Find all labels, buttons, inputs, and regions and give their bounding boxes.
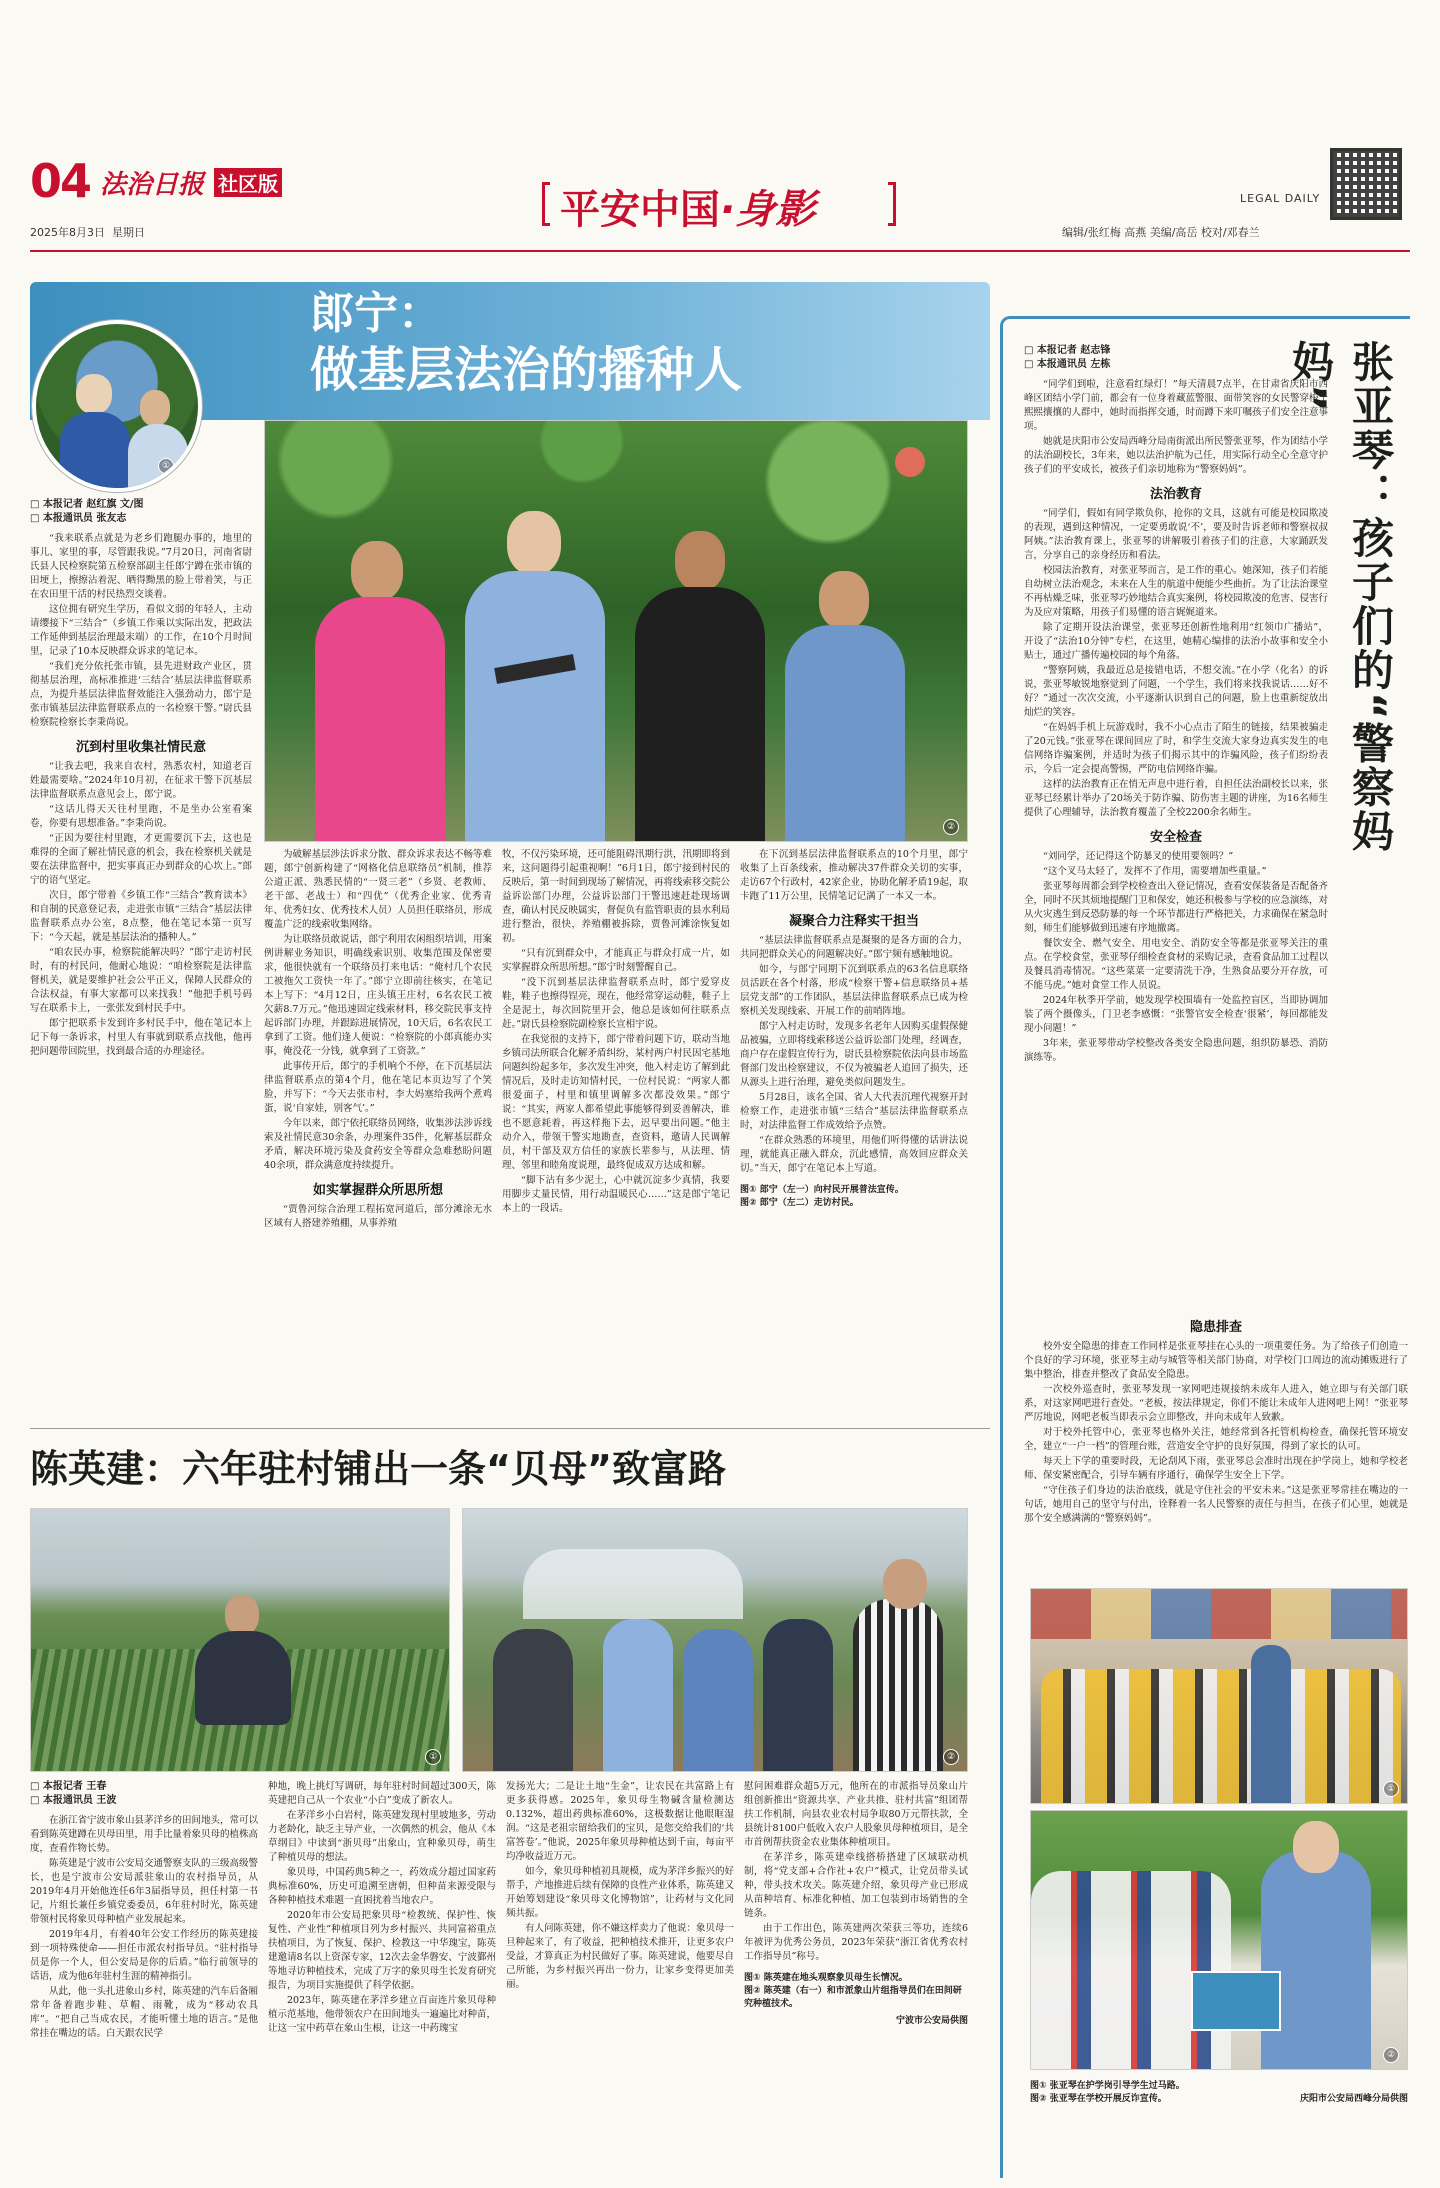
person-man-black <box>635 531 765 842</box>
photo-index-2: ② <box>943 1749 959 1765</box>
paragraph: “警察阿姨，我最近总是接错电话，不想交流。”在小学（化名）的诉说，张亚琴敏锐地察觉到了问题，一个学生，我们将来找我说话……好不好？”通过一次次交流，小平逐渐认识到自己的问题，脸上也重新绽放出灿烂的笑容。 <box>1024 665 1328 718</box>
article1-lead <box>30 532 252 730</box>
paragraph: “只有沉到群众中，才能真正与群众打成一片，如实掌握群众所思所想。”郎宁时刻警醒自己。 <box>502 948 730 973</box>
column-name: 平安中国 <box>560 187 720 233</box>
shop-signs <box>1031 1589 1408 1639</box>
qr-code <box>1330 148 1402 220</box>
paragraph: “脚下沾有多少泥土，心中就沉淀多少真情，我要用脚步丈量民情，用行动温暖民心……”这是郎宁笔记本上的一段话。 <box>502 1175 730 1214</box>
police-woman <box>1261 1851 1371 2070</box>
paragraph: 从此，他一头扎进象山乡村，陈英建的汽车后备厢常年备着跑步鞋、草帽、雨靴，成为“移动农具库”。“把自己当成农民，才能听懂土地的语言。”是他常挂在嘴边的话。白天跟农民学 <box>30 1986 258 2039</box>
police-face <box>1293 1821 1339 1873</box>
person-woman-pink <box>315 541 445 842</box>
section-tag: 社区版 <box>214 168 282 197</box>
paragraph: “刘同学，还记得这个防暴叉的使用要领吗？” <box>1043 851 1234 862</box>
article1-portrait-photo <box>32 320 202 492</box>
paragraph: 一次校外巡查时，张亚琴发现一家网吧违规接纳未成年人进入，她立即与有关部门联系，对这家网吧进行查处。“老板，按法律规定，你们不能让未成年人进网吧上网！”张亚琴严厉地说，网吧老板当即表示会立即整改，并向未成年人致歉。 <box>1024 1384 1408 1423</box>
article3-subhead-2: 安全检查 <box>1149 830 1202 845</box>
paragraph: 校外安全隐患的排查工作同样是张亚琴挂在心头的一项重要任务。为了给孩子们创造一个良好的学习环境，张亚琴主动与城管等相关部门协商，对学校门口周边的流动摊贩进行了集中整治，排查并整改了食品安全隐患。 <box>1024 1341 1408 1380</box>
paragraph: 陈英建是宁波市公安局交通警察支队的三级高级警长，也是宁波市公安局派驻象山的农村指导员，从2019年4月开始他连任6年3届指导员，担任村第一书记，片组长兼任乡镇党委委员，6年驻村时光，陈英建带领村民将象贝母种植产业发展起来。 <box>30 1858 258 1925</box>
photo-index-1: ① <box>1383 1781 1399 1797</box>
paragraph: 种地，晚上挑灯写调研，每年驻村时间超过300天，陈英建把自己从一个农业“小白”变成了新农人。 <box>268 1781 496 1806</box>
paragraph: 对于校外托管中心，张亚琴也格外关注，她经常到各托管机构检查，确保托管环境安全，建立“一户一档”的管理台账，营造安全守护的良好氛围，得到了家长的认可。 <box>1024 1427 1408 1452</box>
photo-credit: 宁波市公安局供图 <box>895 2016 968 2026</box>
paragraph: 在茅洋乡小白岩村，陈英建发现村里坡地多，劳动力老龄化，缺乏主导产业，一次偶然的机会，他从《本草纲目》中读到“浙贝母”出象山，宜种象贝母，萌生了种植贝母的想法。 <box>268 1810 496 1863</box>
children-group <box>1041 1669 1401 1804</box>
paragraph: “咱农民办事，检察院能解决吗？”郎宁走访村民时，有的村民问，他耐心地说：“咱检察院是法律监督机关，就是要维护社会公平正义，保障人民群众的合法权益，有事大家都可以来找我！”他把手机号码写在联系卡上，一张张发到村民手中。 <box>30 947 252 1014</box>
photo-caption: 图① 郎宁（左一）向村民开展普法宣传。 <box>740 1185 904 1195</box>
paragraph: 2020年市公安局把象贝母“检教统、保护性、恢复性、产业性”种植项目列为乡村振兴、共同富裕重点扶植项目，为了恢复、保护、检教这一中华瑰宝，陈英建邀请8名以上资深专家，12次去金华磐安、宁波鄞州等地寻访种植技术，完成了万字的象贝母生长发育研究报告，为项目实施提供了科学依据。 <box>268 1910 496 1991</box>
article1-col2-body <box>264 848 492 1173</box>
article3-subhead-3: 隐患排查 <box>1189 1320 1242 1335</box>
header-rule <box>30 250 1410 252</box>
photo-credit: 庆阳市公安局西峰分局供图 <box>1299 2094 1408 2104</box>
article3-captions <box>1030 2080 1408 2106</box>
paragraph: 她就是庆阳市公安局西峰分局南街派出所民警张亚琴，作为团结小学的法治副校长，3年来，她以法治护航为己任，用实际行动全心全意守护孩子们的平安成长，被孩子们亲切地称为“警察妈妈”。 <box>1024 436 1328 475</box>
paragraph: 2024年秋季开学前，她发现学校围墙有一处监控盲区，当即协调加装了两个摄像头，门卫老李感慨：“张警官安全检查‘很紧’，每回都能发现小问题！” <box>1024 995 1328 1034</box>
article1-col3 <box>502 848 730 1418</box>
masthead <box>30 154 1410 246</box>
police-officer <box>1251 1645 1291 1804</box>
paragraph: 张亚琴每周都会到学校检查出入登记情况，查看安保装备是否配备齐全，同时不厌其烦地提醒门卫和保安，她还积极参与学校的应急演练，对从火灾逃生到反恐防暴的每一个环节都进行严格把关，力求确保在紧急时刻，师生们能够做到迅速有序地撤离。 <box>1024 881 1328 934</box>
photo-caption: 图① 陈英建在地头观察象贝母生长情况。 <box>744 1973 908 1983</box>
paragraph: “没下沉到基层法律监督联系点时，郎宁爱穿皮鞋，鞋子也擦得锃亮，现在，他经常穿运动鞋，鞋子上全是泥土，每次回院里开会，他总是该如何往联系点赶。”尉氏县检察院副检察长宣相宇说。 <box>502 977 730 1030</box>
paragraph: 校园法治教育，对张亚琴而言，是工作的重心。她深知，孩子们若能自幼树立法治观念，未来在人生的航道中便能少些曲折。为了让法治课堂不再枯燥乏味，张亚琴巧妙地结合真实案例，将校园欺凌的危害、侵害行为及应对策略，用孩子们易懂的语言娓娓道来。 <box>1024 565 1328 618</box>
paragraph: “这话儿得天天往村里跑，不是坐办公室看案卷，你要有思想准备。”李秉尚说。 <box>30 804 252 829</box>
article1-byline-correspondent: □ 本报通讯员 张友志 <box>30 513 127 524</box>
article1-subhead-3: 凝聚合力注释实干担当 <box>788 914 919 929</box>
paragraph: “同学们到啦，注意看红绿灯！”每天清晨7点半，在甘肃省庆阳市西峰区团结小学门前，都会有一位身着藏蓝警服、面带笑容的女民警穿梭于熙熙攘攘的人群中，她时而指挥交通，时而蹲下来叮嘱孩子们安全注意事项。 <box>1024 379 1328 432</box>
article1-col4 <box>740 848 968 1418</box>
paragraph: “贾鲁河综合治理工程拓宽河道后，部分滩涂无水区域有人搭建养殖棚，从事养殖 <box>264 1204 492 1229</box>
article3-photo-1 <box>1030 1588 1408 1804</box>
article2-photo-2 <box>462 1508 968 1772</box>
paragraph: 次日，郎宁带着《乡镇工作“三结合”教育读本》和自制的民意登记表，走进张市镇“三结合”基层法律监督联系点办公室，8点整，他在笔记本第一页写下：“今天起，就是基层法治的播种人。” <box>30 890 252 943</box>
paragraph: 牧，不仅污染环境，还可能阻碍汛期行洪，汛期即将到来，这问题得引起重视啊！”6月1日，郎宁接到村民的反映后，第一时间到现场了解情况，再将线索移交院公益诉讼部门办理，公益诉讼部门干警迅速赶赴现场调查，确认村民反映属实，督促负有监管职责的县水利局进行整治，很快，养殖棚被拆除，贾鲁河滩涂恢复如初。 <box>502 849 730 944</box>
article2-col1 <box>30 1780 258 2180</box>
article3-byline-reporter: □ 本报记者 赵志锋 <box>1024 345 1111 356</box>
article3-text-bottom <box>1024 1310 1408 1582</box>
person-woman-uniform <box>785 571 905 842</box>
paragraph: 如今，象贝母种植初具规模，成为茅洋乡振兴的好帮手，产地推进后续有保障的良性产业体系，陈英建又开始筹划建设“象贝母文化博物馆”，让药材与文化同频共振。 <box>506 1866 734 1919</box>
group-of-people <box>483 1589 963 1772</box>
article1-main-photo <box>264 420 968 842</box>
article1-title <box>310 286 742 398</box>
article1-subhead-1: 沉到村里收集社情民意 <box>75 740 206 755</box>
person-crouching <box>181 1595 301 1725</box>
figure-silhouette-2 <box>140 390 170 426</box>
paragraph: 除了定期开设法治课堂，张亚琴还创新性地利用“红领巾广播站”，开设了“法治10分钟”专栏，在这里，她精心编排的法治小故事和安全小贴士，通过广播传遍校园的每个角落。 <box>1024 622 1328 661</box>
article1-col4-body <box>740 848 968 904</box>
issue-date <box>30 224 145 240</box>
article1-col1-body <box>30 760 252 1059</box>
article2-byline-reporter: □ 本报记者 王春 <box>30 1781 107 1792</box>
flyer <box>1191 1971 1281 2031</box>
article1-byline-reporter: □ 本报记者 赵红旗 文/图 <box>30 499 144 510</box>
article1-col3-body <box>502 848 730 1216</box>
column-bracket-right <box>888 182 896 226</box>
column-subname: ·身影 <box>720 187 816 233</box>
page-number: 04 <box>30 154 91 208</box>
article2-byline-correspondent: □ 本报通讯员 王波 <box>30 1795 117 1806</box>
article2-photo-1 <box>30 1508 450 1772</box>
column-title <box>560 178 815 235</box>
article1-title-line1: 郎宁： <box>310 288 442 339</box>
column-bracket-left <box>542 182 550 226</box>
paragraph: 餐饮安全、燃气安全、用电安全、消防安全等都是张亚琴关注的重点。在学校食堂，张亚琴仔细检查食材的采购记录，查看食品加工过程以及餐具消毒情况。“这些菜菜一定要清洗干净，生熟食品要分开存放，可不能马虎。”她对食堂工作人员说。 <box>1024 938 1328 991</box>
paragraph: 5月28日，该名全国、省人大代表沉理代视察开封检察工作，走进张市镇“三结合”基层法律监督联系点时，对法律监督工作成效给予点赞。 <box>740 1092 968 1131</box>
paragraph: 为破解基层涉法诉求分散、群众诉求表达不畅等难题，郎宁创新构建了“网格化信息联络员”机制，推荐公道正派、熟悉民情的“一贤三老”（乡贤、老教师、老干部、老战士）和“四优”（优秀企业家、优秀青年、优秀妇女、优秀技术人员）人员担任联络员，形成覆盖广泛的线索收集网络。 <box>264 849 492 930</box>
paragraph: 慰问困难群众超5万元，他所在的市派指导员象山片组创新推出“资源共享、产业共推、驻村共富”组团帮扶工作机制，向县农业农村局争取80万元帮扶款，全县统计8100户低收入农户人股象贝母种植项目，是全市首例帮扶资金农业集体种植项目。 <box>744 1781 968 1848</box>
paragraph: “在群众熟悉的环境里，用他们听得懂的话讲法说理，就能真正融入群众，沉此感情，高效回应群众关切。”当天，郎宁在笔记本上写道。 <box>740 1135 968 1174</box>
article3-subhead-1: 法治教育 <box>1149 487 1202 502</box>
paragraph: 每天上下学的重要时段，无论刮风下雨，张亚琴总会准时出现在护学岗上，她和学校老师、保安紧密配合，引导车辆有序通行，确保学生安全上下学。 <box>1024 1456 1408 1481</box>
photo-caption: 图① 张亚琴在护学岗引导学生过马路。 <box>1030 2081 1185 2091</box>
paragraph: 3年来，张亚琴带动学校整改各类安全隐患问题，组织防暴恐、消防演练等。 <box>1024 1038 1328 1063</box>
paragraph: 郎宁入村走访时，发现多名老年人因购买虚假保健品被骗，立即将线索移送公益诉讼部门处理，经调查，商户存在虚假宣传行为，尉氏县检察院依法向县市场监督部门发出检察建议，不仅为被骗老人追回了损失，还从源头上进行治理，避免类似问题发生。 <box>740 1021 968 1088</box>
paragraph: 在下沉到基层法律监督联系点的10个月里，郎宁收集了上百条线索，推动解决37件群众关切的实事，走访67个行政村，42家企业，协助化解矛盾19起，取卡跑了11万公里，民情笔记记满了一本又一本。 <box>740 849 968 902</box>
weekday-text: 星期日 <box>112 226 145 239</box>
person-prosecutor <box>465 511 605 842</box>
article1-subhead-2: 如实掌握群众所思所想 <box>312 1183 443 1198</box>
paragraph: 如今，与郎宁同期下沉到联系点的63名信息联络员活跃在各个村落，形成“检察干警+信息联络员+基层党支部”的工作团队，基层法律监督联系点已成为检察机关发现线索、开展工作的前哨阵地。 <box>740 964 968 1017</box>
paper-name: 法治日报 <box>100 170 205 200</box>
editor-credits: 编辑/张红梅 高燕 美编/高岳 校对/邓春兰 <box>1062 226 1260 239</box>
paragraph: 在茅洋乡，陈英建牵线搭桥搭建了区域联动机制，将“党支部+合作社+农户”模式，让党员带头试种，带头技术攻关。陈英建介绍，象贝母产业已形成从苗种培育、标准化种植、加工包装到市场销售的全链条。 <box>744 1852 968 1919</box>
article1-title-line2: 做基层法治的播种人 <box>310 342 743 398</box>
paragraph: 在浙江省宁波市象山县茅洋乡的田间地头，常可以看到陈英建蹲在贝母田里，用手比量着象贝母的植株高度，查看作物长势。 <box>30 1815 258 1854</box>
paragraph: 由于工作出色，陈英建两次荣获三等功，连续6年被评为优秀公务员，2023年荣获“浙江省优秀农村工作指导员”称号。 <box>744 1923 968 1962</box>
photo-caption: 图② 张亚琴在学校开展反诈宣传。 <box>1030 2094 1167 2104</box>
paragraph: 2019年4月，有着40年公安工作经历的陈英建接到一项特殊使命——担任市派农村指导员。“驻村指导员是你一个人，但公安局是你的后盾。”临行前领导的话语，成为他6年驻村生涯的精神指引。 <box>30 1929 258 1982</box>
article2-captions <box>744 1972 968 2028</box>
paragraph: 这位拥有研究生学历，看似文弱的年轻人，主动请缨接下“三结合”（乡镇工作乘以实际出发，把政法工作延伸到基层治理最末端）的工作，在10个月时间里，记录了10本反映群众诉求的笔记本。 <box>30 604 252 657</box>
paragraph: 这样的法治教育正在悄无声息中进行着，自担任法治副校长以来，张亚琴已经累计举办了20场关于防诈骗、防伤害主题的讲座，为16名师生提供了心理辅导，法治教育覆盖了全校2200余名师生。 <box>1024 779 1328 818</box>
figure-shirt-2 <box>128 424 188 492</box>
article2-col3 <box>506 1780 734 2180</box>
article1-col2 <box>264 848 492 1418</box>
english-name: LEGAL DAILY <box>1240 192 1321 205</box>
article3-photo-2 <box>1030 1810 1408 2070</box>
paragraph: “让我去吧，我来自农村，熟悉农村，知道老百姓最需要啥。”2024年10月初，在征求干警下沉基层法律监督联系点意见会上，郎宁说。 <box>30 761 252 800</box>
paragraph: 象贝母，中国药典5种之一，药效成分超过国家药典标准60%，历史可追溯至唐朝，但种苗来源受限与各种种植技术难题一直困扰着当地农户。 <box>268 1867 496 1906</box>
paragraph: “基层法律监督联系点是凝聚的是各方面的合力，共同把群众关心的问题解决好。”郎宁频有感触地说。 <box>740 935 968 960</box>
photo-index-2: ② <box>943 819 959 835</box>
article1-captions <box>740 1184 968 1210</box>
paragraph: “同学们，假如有同学欺负你，抢你的文具，这就有可能是校园欺凌的表现，遇到这种情况，一定要勇敢说‘不’，要及时告诉老师和警察叔叔阿姨。”法治教育课上，张亚琴的讲解吸引着孩子们的注意，大家踊跃发言，分享自己的亲身经历和看法。 <box>1024 508 1328 561</box>
figure-silhouette <box>76 374 112 414</box>
figure-shirt <box>60 412 130 492</box>
article2-col2 <box>268 1780 496 2180</box>
paragraph: 2023年，陈英建在茅洋乡建立百亩连片象贝母种植示范基地，他带领农户在田间地头一遍遍比对种苗，让这一宝中药草在象山生根，让这一中药瑰宝 <box>268 1995 496 2034</box>
paragraph: 今年以来，郎宁依托联络员网络，收集涉法涉诉线索及社情民意30余条，办理案件35件，化解基层群众矛盾，解决环境污染及食药安全等群众急难愁盼问题40余项，群众满意度持续提升。 <box>264 1118 492 1171</box>
paragraph: “我们充分依托张市镇，县先进财政产业区，贯彻基层治理，高标准推进‘三结合’基层法律监督联系点，为提升基层法律监督效能注入强劲动力，郎宁是张市镇基层法律监督联系点的一名检察干警。”尉氏县检察院检察长李秉尚说。 <box>30 661 252 728</box>
paragraph: 此事传开后，郎宁的手机响个不停，在下沉基层法律监督联系点的第4个月，他在笔记本页边写了个笑脸，并写下：“今天去张市村，李大妈塞给我两个煮鸡蛋，说‘自家娃，别客气’。” <box>264 1061 492 1114</box>
photo-caption: 图② 郎宁（左二）走访村民。 <box>740 1198 859 1208</box>
paragraph: “在妈妈手机上玩游戏时，我不小心点击了陌生的链接，结果被骗走了20元钱。”张亚琴在课间回应了时，和学生交流大家身边真实发生的电信网络诈骗案例，并适时为孩子们揭示其中的诈骗风险，孩子们纷纷表示，今后一定会提高警惕，严防电信网络诈骗。 <box>1024 722 1328 775</box>
paragraph: 有人问陈英建，你不嫌这样卖力了他说：象贝母一旦种起来了，有了收益，把种植技术推开，让更多农户受益，才算真正为村民做好了事。陈英建说，他要尽自己所能，为乡村振兴再出一份力，让家乡变得更加美丽。 <box>506 1923 734 1990</box>
paragraph: “守住孩子们身边的法治底线，就是守住社会的平安未来。”这是张亚琴常挂在嘴边的一句话，她用自己的坚守与付出，诠释着一名人民警察的责任与担当，在孩子们心里，她就是那个安全感满满的“警察妈妈”。 <box>1024 1485 1408 1524</box>
article3-byline-correspondent: □ 本报通讯员 左栋 <box>1024 359 1111 370</box>
article2-col4 <box>744 1780 968 2180</box>
paragraph: 为让联络员敢说话，郎宁利用农闲组织培训，用案例讲解业务知识，明确线索识别、收集范围及保密要求，他很快就有一个联络员打来电话：“俺村几个农民工被拖欠工资快一年了。”郎宁立即前往核实，在笔记本上写下：“4月12日，庄头镇王庄村，6名农民工被欠薪8.7万元。”他迅速固定线索材料，移交院民事支持起诉部门办理，并跟踪进展情况，10天后，6名农民工拿到了工资。他们逢人便说：“检察院的小郎真能办实事，俺没花一分钱，就拿到了工资款。” <box>264 934 492 1057</box>
article-divider <box>30 1428 990 1429</box>
paragraph: 在我觉很的支持下，郎宁带着问题下访，联动当地乡镇司法所联合化解矛盾纠纷，某村两户村民因宅基地问题纠纷起多年，多次发生冲突，他入村走访了解到此情况后，及时走访知情村民，一位村民说：“两家人都很爱面子，村里和镇里调解多次都没效果。”郎宁说：“其实，两家人都希望此事能够得到妥善解决，谁也不愿意耗着，再这样拖下去，迟早要出问题。”他主动介入，带领干警实地勘查，查资料，邀请人民调解员，村干部及双方信任的家族长辈参与，从法理、情理、邻里和睦角度说理，最终促成双方达成和解。 <box>502 1034 730 1171</box>
photo-index-2: ② <box>1383 2047 1399 2063</box>
paragraph: “这个叉马太轻了，发挥不了作用，需要增加些重量。” <box>1043 866 1267 877</box>
article2-title: 陈英建：六年驻村铺出一条“贝母”致富路 <box>30 1447 726 1491</box>
paragraph: “正因为要往村里跑，才更需要沉下去，这也是难得的全面了解社情民意的机会，我在检察机关就是要在法律监督中，把实事真正办到群众的心坎上。”郎宁的语气坚定。 <box>30 833 252 886</box>
article1-col1 <box>30 498 252 1418</box>
paragraph: “我来联系点就是为老乡们跑腿办事的，地里的事儿、家里的事，尽管跟我说。”7月20日，河南省尉氏县人民检察院第五检察部副主任郎宁蹲在张市镇的田埂上，擦擦沾着泥、晒得黝黑的脸上带着笑，与正在农田里干活的村民热烈交谈着。 <box>30 533 252 600</box>
photo-index-1: ① <box>425 1749 441 1765</box>
article3-vertical-title: 张亚琴：孩子们的“警察妈妈” <box>1286 340 1395 854</box>
paragraph: 郎宁把联系卡发到许多村民手中，他在笔记本上记下每一条诉求，村里人有事就到联系点找他，他再把问题带回院里，找到最合适的办理途径。 <box>30 1018 252 1057</box>
paragraph: 发扬光大；二是让土地“生金”，让农民在共富路上有更多获得感。2025年，象贝母生物碱含量检测达0.132%，超出药典标准60%，这极数据让他眼眶湿润。“这是老祖宗留给我们的宝贝，是您交给我们的‘共富答卷’。”他说，2025年象贝母种植达到千亩，每亩平均净收益近万元。 <box>506 1781 734 1862</box>
photo-caption: 图② 陈英建（右一）和市派象山片组指导员们在田间研究种植技术。 <box>744 1986 962 2009</box>
peach-fruit <box>895 447 925 477</box>
photo-index-1: ① <box>158 458 174 474</box>
date-text: 2025年8月3日 <box>30 226 105 239</box>
